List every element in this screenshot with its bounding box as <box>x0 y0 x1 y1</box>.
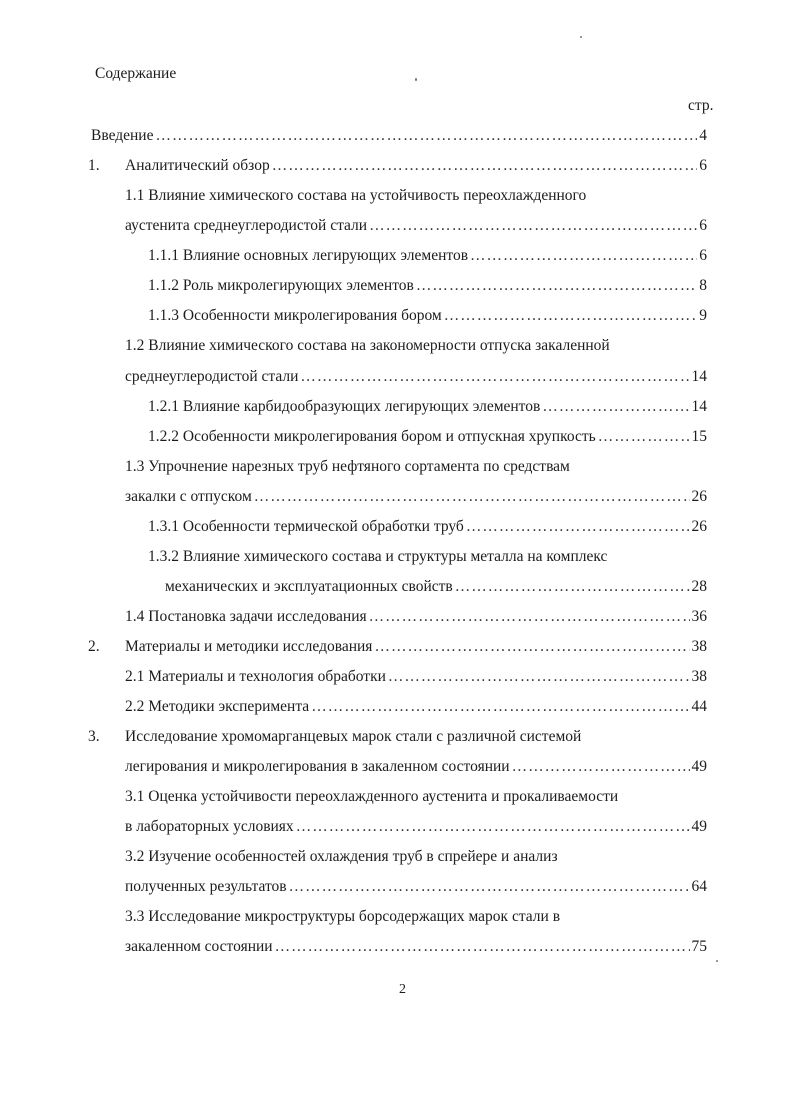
toc-entry-page: 49 <box>691 758 707 775</box>
dot-leader <box>416 276 697 296</box>
toc-heading: Содержание <box>95 65 177 82</box>
toc-entry-3-1[interactable] <box>125 817 707 837</box>
toc-entry-1-3-2-line1[interactable]: 1.3.2 Влияние химического состава и структуры металла на комплекс <box>148 548 608 565</box>
toc-entry-1-4[interactable] <box>125 607 707 627</box>
toc-entry-page: 44 <box>691 698 707 715</box>
toc-entry-2-1[interactable] <box>125 667 707 687</box>
toc-entry-1-1-line1[interactable]: 1.1 Влияние химического состава на устойчивость переохлажденного <box>125 187 587 204</box>
dot-leader <box>542 397 689 417</box>
dot-leader <box>155 126 697 146</box>
toc-entry-page: 64 <box>691 878 707 895</box>
toc-entry-title: 1.2.1 Влияние карбидообразующих легирующих элементов <box>148 398 541 415</box>
dot-leader <box>296 817 690 837</box>
toc-entry-page: 38 <box>691 668 707 685</box>
dot-leader <box>512 757 690 777</box>
scan-speck <box>415 78 417 81</box>
toc-entry-title: 1.3.1 Особенности термической обработки труб <box>148 518 464 535</box>
toc-entry-title: 1.4 Постановка задачи исследования <box>125 608 367 625</box>
toc-entry-title: в лабораторных условиях <box>125 818 294 835</box>
dot-leader <box>254 487 690 507</box>
toc-entry-section-1[interactable] <box>125 156 707 176</box>
toc-entry-title: Материалы и методики исследования <box>125 638 373 655</box>
toc-entry-title: 2.2 Методики эксперимента <box>125 698 310 715</box>
dot-leader <box>374 637 689 657</box>
toc-entry-3-3[interactable] <box>125 937 707 957</box>
toc-entry-1-3-1[interactable] <box>148 517 707 537</box>
toc-entry-page: 9 <box>699 307 707 324</box>
toc-entry-1-1-2[interactable] <box>148 276 707 296</box>
toc-entry-1-1-3[interactable] <box>148 306 707 326</box>
dot-leader <box>272 156 698 176</box>
toc-entry-section-3[interactable] <box>125 757 707 777</box>
dot-leader <box>275 937 690 957</box>
toc-entry-title: 1.1.3 Особенности микролегирования бором <box>148 307 442 324</box>
toc-entry-page: 75 <box>691 938 707 955</box>
toc-entry-title: закалки с отпуском <box>125 488 252 505</box>
dot-leader <box>444 306 698 326</box>
toc-entry-1-2[interactable] <box>125 367 707 387</box>
dot-leader <box>311 697 689 717</box>
dot-leader <box>369 607 690 627</box>
toc-entry-page: 8 <box>699 277 707 294</box>
toc-entry-page: 49 <box>691 818 707 835</box>
scan-speck <box>580 36 582 38</box>
toc-entry-title: 1.1.2 Роль микролегирующих элементов <box>148 277 414 294</box>
toc-entry-1-3-line1[interactable]: 1.3 Упрочнение нарезных труб нефтяного сортамента по средствам <box>125 458 570 475</box>
dot-leader <box>388 667 690 687</box>
toc-entry-section-3-line1[interactable]: Исследование хромомарганцевых марок стали с различной системой <box>125 728 582 745</box>
section-number: 2. <box>88 638 100 655</box>
toc-entry-1-3[interactable] <box>125 487 707 507</box>
toc-entry-3-2[interactable] <box>125 877 707 897</box>
toc-entry-3-1-line1[interactable]: 3.1 Оценка устойчивости переохлажденного аустенита и прокаливаемости <box>125 788 619 805</box>
section-number: 3. <box>88 728 100 745</box>
toc-entry-1-2-1[interactable] <box>148 397 707 417</box>
dot-leader <box>598 427 690 447</box>
page-number: 2 <box>399 982 406 997</box>
toc-entry-intro[interactable] <box>91 126 707 146</box>
toc-entry-2-2[interactable] <box>125 697 707 717</box>
toc-entry-page: 14 <box>691 398 707 415</box>
toc-entry-1-2-2[interactable] <box>148 427 707 447</box>
toc-entry-page: 6 <box>699 247 707 264</box>
dot-leader <box>470 246 697 266</box>
toc-entry-page: 6 <box>699 217 707 234</box>
toc-entry-1-3-2[interactable] <box>165 577 707 597</box>
toc-entry-title: 1.1.1 Влияние основных легирующих элементов <box>148 247 469 264</box>
toc-entry-page: 15 <box>691 428 707 445</box>
toc-entry-title: Аналитический обзор <box>125 157 270 174</box>
toc-entry-1-2-line1[interactable]: 1.2 Влияние химического состава на закономерности отпуска закаленной <box>125 337 610 354</box>
toc-entry-page: 14 <box>691 368 707 385</box>
toc-entry-3-2-line1[interactable]: 3.2 Изучение особенностей охлаждения труб в спрейере и анализ <box>125 848 558 865</box>
toc-entry-page: 26 <box>691 488 707 505</box>
toc-entry-title: механических и эксплуатационных свойств <box>165 578 453 595</box>
toc-entry-title: Введение <box>91 127 154 144</box>
dot-leader <box>300 367 689 387</box>
dot-leader <box>455 577 690 597</box>
toc-entry-page: 6 <box>699 157 707 174</box>
toc-entry-title: 2.1 Материалы и технология обработки <box>125 668 386 685</box>
toc-entry-title: аустенита среднеуглеродистой стали <box>125 217 368 234</box>
page-column-label: стр. <box>688 97 714 114</box>
toc-entry-section-2[interactable] <box>125 637 707 657</box>
toc-entry-title: легирования и микролегирования в закаленном состоянии <box>125 758 510 775</box>
toc-entry-3-3-line1[interactable]: 3.3 Исследование микроструктуры борсодержащих марок стали в <box>125 908 561 925</box>
dot-leader <box>369 216 697 236</box>
toc-entry-page: 26 <box>691 518 707 535</box>
toc-entry-1-1[interactable] <box>125 216 707 236</box>
toc-entry-title: 1.2.2 Особенности микролегирования бором и отпускная хрупкость <box>148 428 596 445</box>
toc-entry-title: среднеуглеродистой стали <box>125 368 299 385</box>
dot-leader <box>289 877 690 897</box>
toc-entry-page: 28 <box>691 578 707 595</box>
toc-entry-title: закаленном состоянии <box>125 938 273 955</box>
toc-entry-page: 38 <box>691 638 707 655</box>
section-number: 1. <box>88 157 100 174</box>
toc-entry-page: 36 <box>691 608 707 625</box>
scan-speck <box>716 960 718 962</box>
toc-entry-title: полученных результатов <box>125 878 287 895</box>
toc-entry-page: 4 <box>699 127 707 144</box>
dot-leader <box>466 517 690 537</box>
toc-entry-1-1-1[interactable] <box>148 246 707 266</box>
